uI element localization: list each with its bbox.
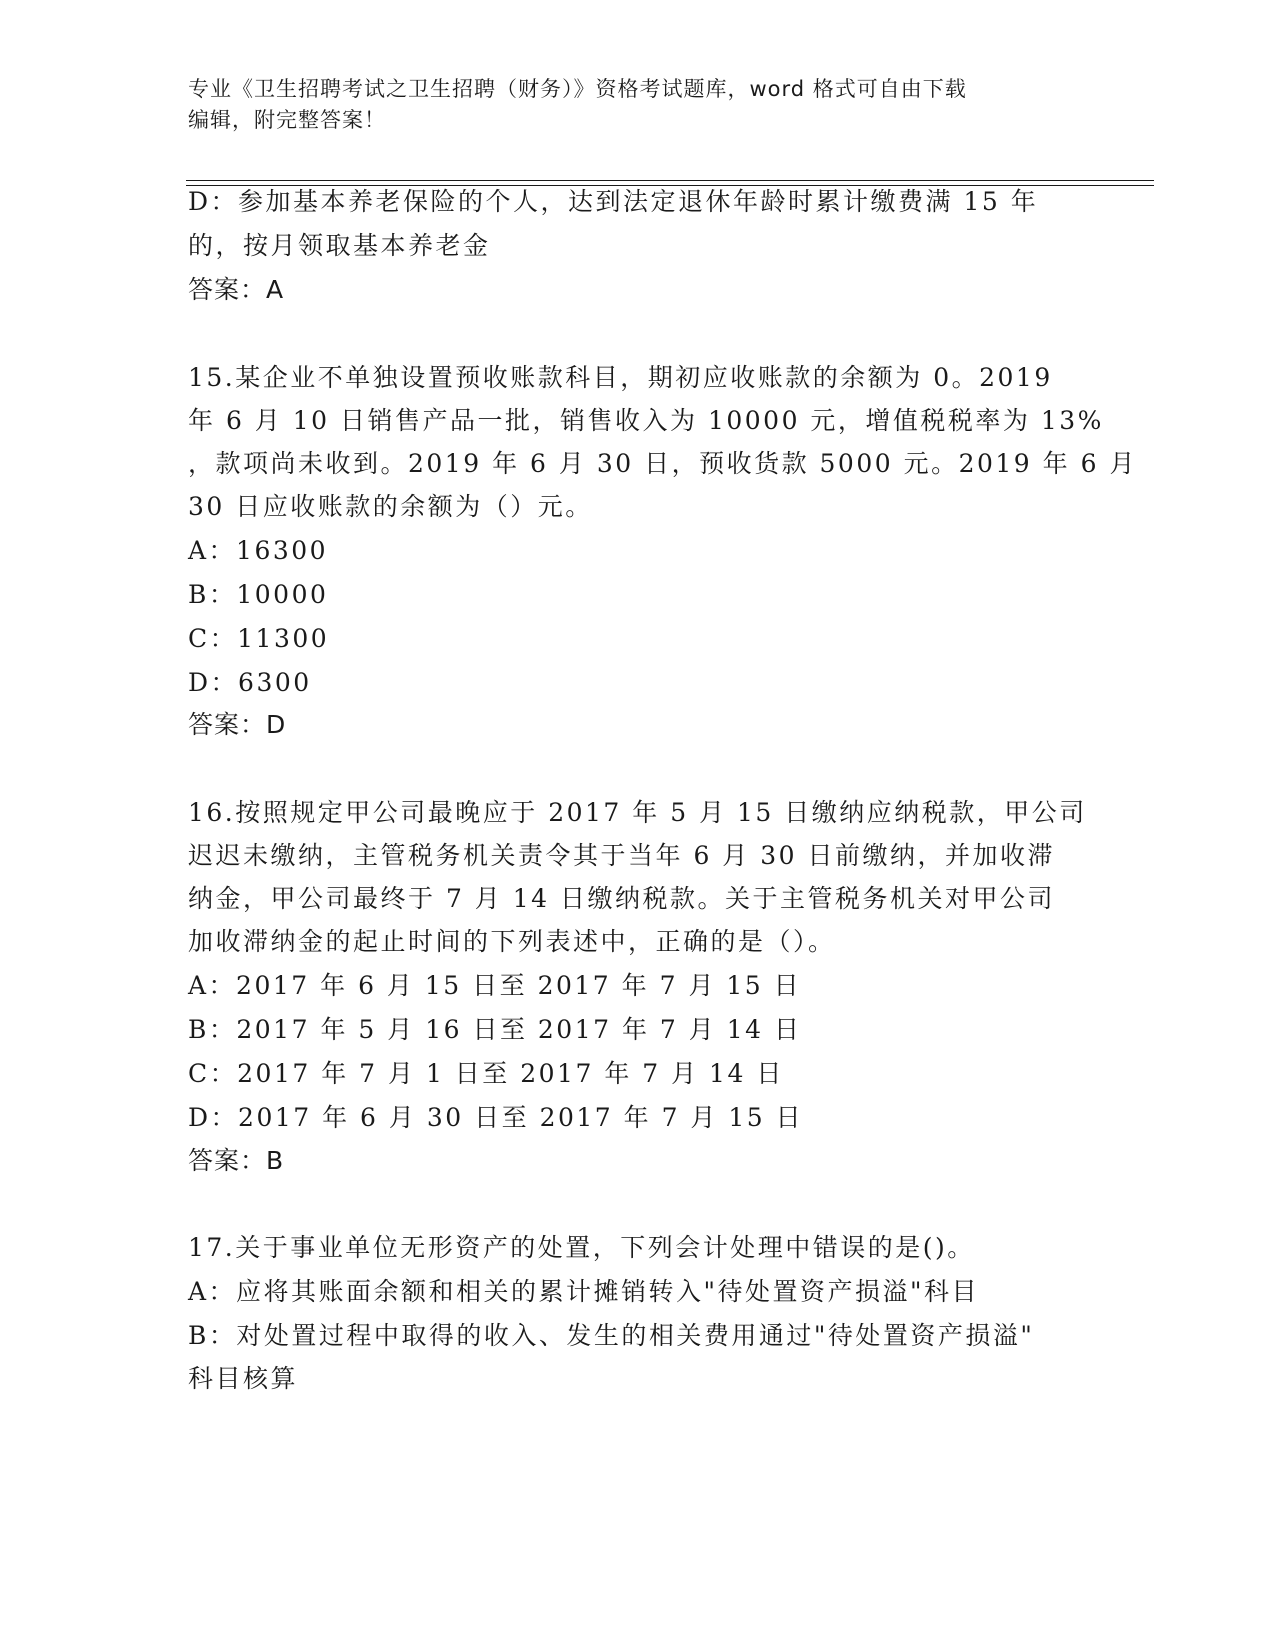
q17-stem-line-1: 17.关于事业单位无形资产的处置，下列会计处理中错误的是()。 (188, 1233, 975, 1262)
q15-stem-line-2: 年 6 月 10 日销售产品一批，销售收入为 10000 元，增值税税率为 13% (188, 406, 1104, 435)
q16-option-b: B：2017 年 5 月 16 日至 2017 年 7 月 14 日 (188, 1015, 802, 1044)
q15-option-b: B：10000 (188, 580, 329, 609)
q16-stem-line-4: 加收滞纳金的起止时间的下列表述中，正确的是（）。 (188, 927, 836, 956)
q15-option-d: D：6300 (188, 668, 312, 697)
q16-option-a: A：2017 年 6 月 15 日至 2017 年 7 月 15 日 (188, 971, 802, 1000)
q15-option-c: C：11300 (188, 624, 330, 653)
q17-option-a: A：应将其账面余额和相关的累计摊销转入"待处置资产损溢"科目 (188, 1277, 980, 1306)
q16-stem-line-1: 16.按照规定甲公司最晚应于 2017 年 5 月 15 日缴纳应纳税款，甲公司 (188, 798, 1087, 827)
q16-option-d: D：2017 年 6 月 30 日至 2017 年 7 月 15 日 (188, 1103, 804, 1132)
q16-answer: 答案：B (188, 1146, 285, 1175)
q16-stem-line-2: 迟迟未缴纳，主管税务机关责令其于当年 6 月 30 日前缴纳，并加收滞 (188, 841, 1056, 870)
prev-option-d-line-2: 的，按月领取基本养老金 (188, 231, 491, 260)
q15-stem-line-1: 15.某企业不单独设置预收账款科目，期初应收账款的余额为 0。2019 (188, 363, 1053, 392)
q16-stem-line-3: 纳金，甲公司最终于 7 月 14 日缴纳税款。关于主管税务机关对甲公司 (188, 884, 1056, 913)
q15-stem-line-3: ，款项尚未收到。2019 年 6 月 30 日，预收货款 5000 元。2019 年 6 月 (188, 449, 1137, 478)
q17-option-b-line-1: B：对处置过程中取得的收入、发生的相关费用通过"待处置资产损溢" (188, 1321, 1035, 1350)
q15-option-a: A：16300 (188, 536, 329, 565)
prev-option-d-line-1: D：参加基本养老保险的个人，达到法定退休年龄时累计缴费满 15 年 (188, 187, 1039, 216)
q15-stem-line-4: 30 日应收账款的余额为（）元。 (188, 492, 593, 521)
prev-answer: 答案：A (188, 275, 285, 304)
page-header (188, 74, 1088, 136)
q16-option-c: C：2017 年 7 月 1 日至 2017 年 7 月 14 日 (188, 1059, 784, 1088)
header-title-line-1: 专业《卫生招聘考试之卫生招聘（财务）》资格考试题库，word 格式可自由下载 (188, 77, 967, 101)
header-title-line-2: 编辑，附完整答案！ (188, 108, 386, 132)
q17-option-b-line-2: 科目核算 (188, 1364, 299, 1393)
q15-answer: 答案：D (188, 710, 287, 739)
